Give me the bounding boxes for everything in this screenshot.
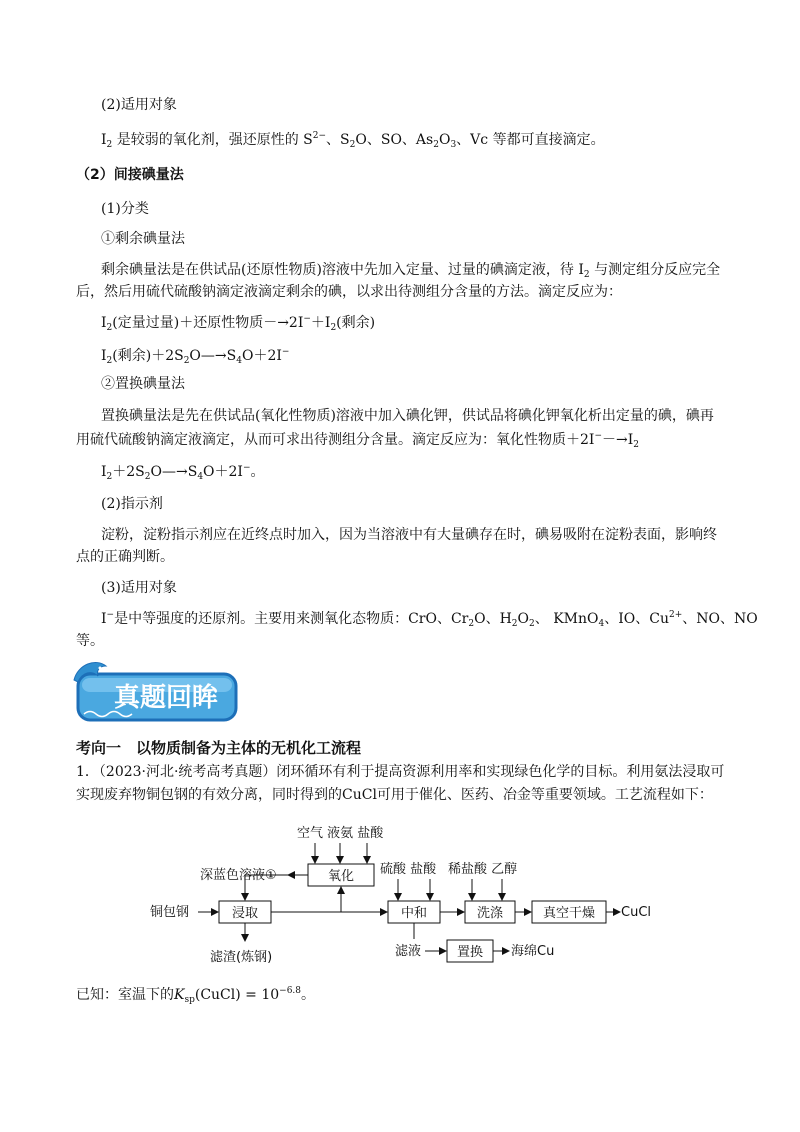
sec-a-text: $I_2$ 是较弱的氧化剂，强还原性的 $S^{2-}$、$S_2O$、SO、$As_2O_3$、Vc 等都可直接滴定。 [101,131,605,150]
indicator-line2: 点的正确判断。 [76,549,174,565]
deep-blue-solution-label: 深蓝色溶液① [200,868,277,883]
replace-label: 置换 [456,945,484,960]
feed-label: 铜包钢 [150,905,190,920]
top-reagents-label: 空气 液氨 盐酸 [297,826,384,841]
product-label: CuCl [621,905,652,920]
filtrate-label: 滤液 [395,944,422,959]
residual-paragraph-line1: 剩余碘量法是在供试品(还原性物质)溶液中先加入定量、过量的碘滴定液，待 $I_2$ 与测定组分反应完全 [101,262,721,280]
known-condition: 已知：室温下的$K_{sp}(CuCl) = 10^{-6.8}$。 [76,986,316,1005]
oxidation-label: 氧化 [327,869,355,884]
acids-label: 硫酸 盐酸 [380,862,437,877]
sec-a-title: (2)适用对象 [101,97,177,113]
past-exam-banner [70,656,240,726]
vacuum-dry-label: 真空干燥 [542,906,596,921]
classify-title: (1)分类 [101,201,149,217]
sec-b-title: （2）间接碘量法 [76,167,184,183]
displacement-iodimetry-title: ②置换碘量法 [101,376,185,392]
question-line2: 实现废弃物铜包钢的有效分离，同时得到的CuCl可用于催化、医药、冶金等重要领域。工艺流程如下： [76,787,713,803]
indicator-line1: 淀粉，淀粉指示剂应在近终点时加入，因为当溶液中有大量碘存在时，碘易吸附在淀粉表面，影响终 [101,527,717,543]
sponge-cu-label: 海绵Cu [511,944,555,959]
leach-label: 浸取 [231,906,259,921]
neutralize-label: 中和 [400,906,428,921]
banner-text: 真题回眸 [113,683,219,713]
wash-reagents-label: 稀盐酸 乙醇 [448,862,518,877]
displacement-paragraph-line2: 用硫代硫酸钠滴定液滴定，从而可求出待测组分含量。滴定反应为：氧化性物质$+2I^--\to I_2$ [76,431,639,450]
applicability-title: (3)适用对象 [101,580,177,596]
process-flow-diagram [140,815,660,975]
displacement-paragraph-line1: 置换碘量法是先在供试品(氧化性物质)溶液中加入碘化钾，供试品将碘化钾氧化析出定量的碘，碘再 [101,408,714,424]
wash-label: 洗涤 [476,906,504,921]
equation-2: $I_2$(剩余)$+2S_2O—\to S_4O+2I^-$ [101,347,290,366]
indicator-title: (2)指示剂 [101,496,163,512]
topic-heading: 考向一 以物质制备为主体的无机化工流程 [76,739,362,757]
residual-paragraph-line2: 后，然后用硫代硫酸钠滴定液滴定剩余的碘，以求出待测组分含量的方法。滴定反应为： [76,284,622,300]
equation-1: $I_2$(定量过量)＋还原性物质$-\to 2I^-+I_2$(剩余) [101,314,376,333]
question-line1: 1．（2023·河北·统考高考真题）闭环循环有利于提高资源利用率和实现绿色化学的目标。利用氨法浸取可 [76,764,725,780]
residue-label: 滤渣(炼钢) [210,950,273,965]
residual-iodimetry-title: ①剩余碘量法 [101,231,185,247]
applicability-line2: 等。 [76,633,104,649]
equation-3: $I_2+2S_2O—\to S_4O+2I^-$。 [101,463,265,482]
applicability-line1: I−是中等强度的还原剂。主要用来测氧化态物质：CrO、$Cr_2O$、$H_2O_2$、 KMnO$_4$、IO、$Cu^{2+}$、NO、NO [101,610,758,629]
